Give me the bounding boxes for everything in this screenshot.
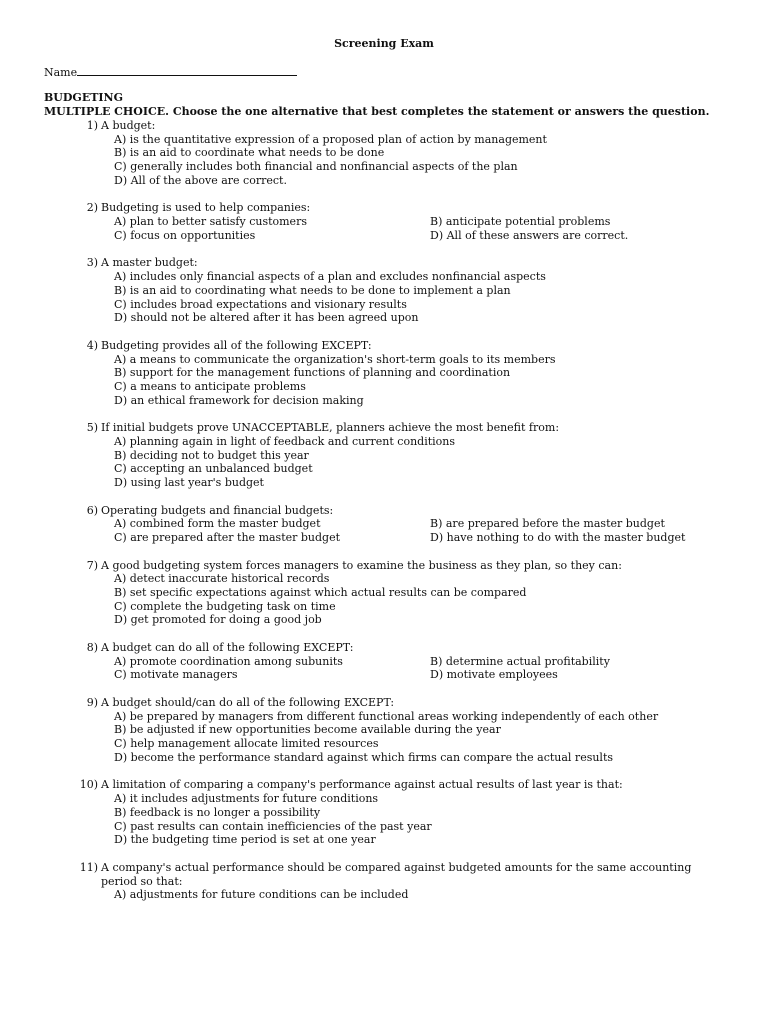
instructions: MULTIPLE CHOICE. Choose the one alternative that best completes the statement or answers the question. [44, 105, 710, 118]
answer-option: C) accepting an unbalanced budget [114, 462, 313, 476]
answer-option: A) combined form the master budget [114, 517, 321, 531]
question-stem [0, 641, 768, 655]
question-number: 8) [86, 641, 98, 655]
answer-option: B) feedback is no longer a possibility [114, 805, 321, 819]
answer-options [0, 888, 768, 902]
answer-option: C) a means to anticipate problems [114, 379, 306, 393]
question-stem [0, 861, 768, 888]
question-6 [0, 504, 768, 545]
answer-option: C) complete the budgeting task on time [114, 599, 336, 613]
answer-option: D) an ethical framework for decision making [114, 393, 364, 407]
answer-option: A) planning again in light of feedback and current conditions [114, 434, 456, 448]
name-label: Name [44, 66, 78, 79]
answer-option: D) become the performance standard against which firms can compare the actual results [114, 750, 614, 764]
question-number: 6) [86, 503, 98, 517]
answer-option: A) is the quantitative expression of a proposed plan of action by management [114, 132, 547, 146]
question-9 [0, 696, 768, 765]
question-8 [0, 641, 768, 682]
answer-option: B) are prepared before the master budget [430, 517, 665, 531]
question-number: 3) [86, 256, 98, 270]
answer-option: D) using last year's budget [114, 476, 264, 490]
question-stem [0, 778, 768, 792]
question-number: 2) [86, 201, 98, 215]
answer-option: A) includes only financial aspects of a plan and excludes nonfinancial aspects [114, 270, 546, 284]
question-7 [0, 559, 768, 628]
answer-option: D) the budgeting time period is set at one year [114, 833, 376, 847]
question-text: Budgeting is used to help companies: [101, 201, 311, 215]
answer-option: C) includes broad expectations and visionary results [114, 297, 407, 311]
question-text: If initial budgets prove UNACCEPTABLE, planners achieve the most benefit from: [101, 421, 560, 435]
question-2 [0, 201, 768, 242]
answer-options [0, 710, 768, 765]
answer-options [0, 517, 768, 544]
answer-options [0, 572, 768, 627]
question-3 [0, 256, 768, 325]
question-stem [0, 421, 768, 435]
answer-options [0, 133, 768, 188]
question-text: A budget can do all of the following EXCEPT: [101, 641, 354, 655]
question-number: 9) [86, 696, 98, 710]
answer-option: B) deciding not to budget this year [114, 448, 309, 462]
question-text: Operating budgets and financial budgets: [101, 503, 334, 517]
answer-option: B) determine actual profitability [430, 654, 610, 668]
question-text: Budgeting provides all of the following EXCEPT: [101, 338, 372, 352]
answer-options [0, 792, 768, 847]
answer-option: B) is an aid to coordinating what needs to be done to implement a plan [114, 283, 511, 297]
question-stem [0, 119, 768, 133]
answer-options [0, 353, 768, 408]
answer-options [0, 435, 768, 490]
question-stem [0, 696, 768, 710]
question-4 [0, 339, 768, 408]
question-text: A good budgeting system forces managers to examine the business as they plan, so they can: [101, 558, 622, 572]
question-10 [0, 778, 768, 847]
section-heading: BUDGETING [44, 91, 123, 104]
answer-option: C) are prepared after the master budget [114, 531, 341, 545]
answer-option: C) past results can contain inefficiencies of the past year [114, 819, 432, 833]
name-underline [77, 65, 297, 76]
question-text: A budget should/can do all of the following EXCEPT: [101, 696, 395, 710]
answer-option: A) it includes adjustments for future conditions [114, 792, 379, 806]
answer-option: D) motivate employees [430, 668, 558, 682]
question-number: 10) [79, 778, 98, 792]
answer-option: D) should not be altered after it has been agreed upon [114, 311, 419, 325]
answer-option: A) detect inaccurate historical records [114, 572, 330, 586]
answer-option: B) is an aid to coordinate what needs to be done [114, 146, 385, 160]
question-5 [0, 421, 768, 490]
answer-options [0, 655, 768, 682]
question-stem [0, 504, 768, 518]
answer-option: D) All of these answers are correct. [430, 228, 629, 242]
question-text: A budget: [101, 119, 156, 132]
answer-option: A) promote coordination among subunits [114, 654, 343, 668]
question-list [0, 119, 768, 916]
answer-option: D) have nothing to do with the master budget [430, 531, 686, 545]
answer-option: C) generally includes both financial and nonfinancial aspects of the plan [114, 160, 518, 174]
question-number: 7) [86, 558, 98, 572]
question-stem [0, 559, 768, 573]
answer-option: A) a means to communicate the organization's short-term goals to its members [114, 352, 556, 366]
question-stem [0, 339, 768, 353]
question-stem [0, 201, 768, 215]
answer-option: A) adjustments for future conditions can be included [114, 888, 409, 902]
answer-option: A) be prepared by managers from different functional areas working independently of each other [114, 709, 659, 723]
question-1 [0, 119, 768, 188]
answer-option: D) All of the above are correct. [114, 173, 287, 187]
answer-option: B) set specific expectations against which actual results can be compared [114, 586, 527, 600]
answer-option: C) motivate managers [114, 668, 238, 682]
question-number: 5) [86, 421, 98, 435]
question-number: 11) [79, 860, 98, 874]
answer-option: D) get promoted for doing a good job [114, 613, 322, 627]
question-number: 1) [86, 119, 98, 132]
answer-options [0, 215, 768, 242]
answer-option: B) support for the management functions of planning and coordination [114, 366, 511, 380]
answer-option: C) help management allocate limited resources [114, 737, 379, 751]
answer-option: B) anticipate potential problems [430, 215, 611, 229]
question-text: A limitation of comparing a company's performance against actual results of last year is that: [101, 778, 623, 792]
answer-options [0, 270, 768, 325]
name-field [44, 65, 297, 80]
question-stem [0, 256, 768, 270]
question-text: A master budget: [101, 256, 198, 270]
exam-title: Screening Exam [334, 37, 434, 50]
answer-option: C) focus on opportunities [114, 228, 256, 242]
question-number: 4) [86, 338, 98, 352]
question-text: A company's actual performance should be compared against budgeted amounts for the same accounting period so that: [101, 860, 692, 888]
answer-option: A) plan to better satisfy customers [114, 215, 307, 229]
answer-option: B) be adjusted if new opportunities become available during the year [114, 723, 501, 737]
question-11 [0, 861, 768, 902]
